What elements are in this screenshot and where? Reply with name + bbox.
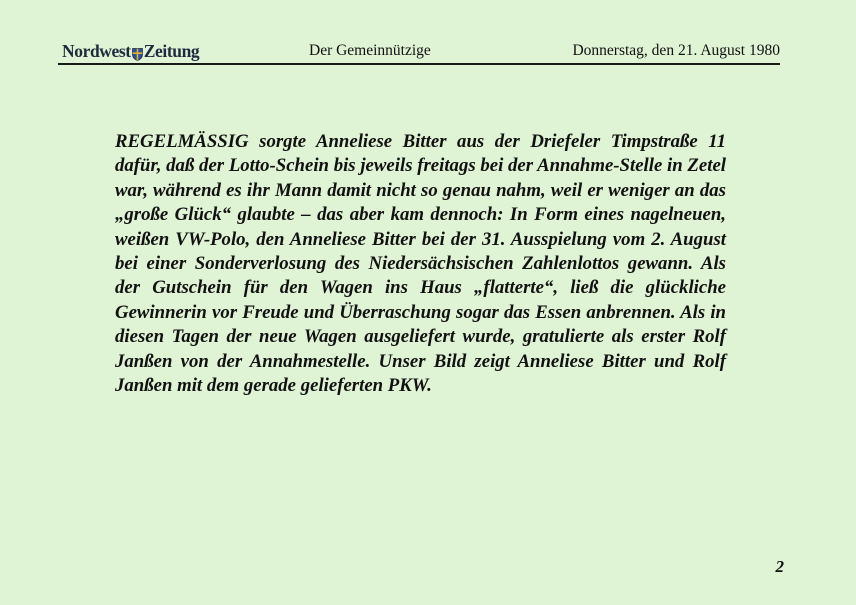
newspaper-logo	[62, 41, 199, 62]
article-body-text: sorgte Anneliese Bitter aus der Driefeler Timpstraße 11 dafür, daß der Lotto-Schein bis jeweils freitags bei der Annahme-Stelle in Zetel war, während es ihr Mann damit nicht so genau nahm, weil er weniger an das „große Glück“ glaubte – das aber kam dennoch: In Form eines nagelneuen, weißen VW-Polo, den Anneliese Bitter bei der 31. Ausspielung vom 2. August bei einer Sonderverlosung des Niedersächsischen Zahlenlottos gewann. Als der Gutschein für den Wagen ins Haus „flatterte“, ließ die glückliche Gewinnerin vor Freude und Überraschung sogar das Essen anbrennen. Als in diesen Tagen der neue Wagen ausgeliefert wurde, gratulierte als erster Rolf Janßen von der Annahmestelle. Unser Bild zeigt Anneliese Bitter und Rolf Janßen mit dem gerade gelieferten PKW.	[115, 131, 726, 397]
crest-icon	[132, 45, 143, 58]
logo-text-left: Nordwest	[62, 41, 131, 61]
article-lead-word: REGELMÄSSIG	[115, 131, 249, 152]
page-header	[62, 38, 780, 64]
issue-date: Donnerstag, den 21. August 1980	[572, 42, 780, 59]
publication-section-title: Der Gemeinnützige	[309, 42, 431, 59]
header-divider	[58, 63, 780, 65]
page-number: 2	[775, 557, 784, 576]
logo-text-right: Zeitung	[143, 41, 200, 61]
article-paragraph	[115, 130, 726, 398]
